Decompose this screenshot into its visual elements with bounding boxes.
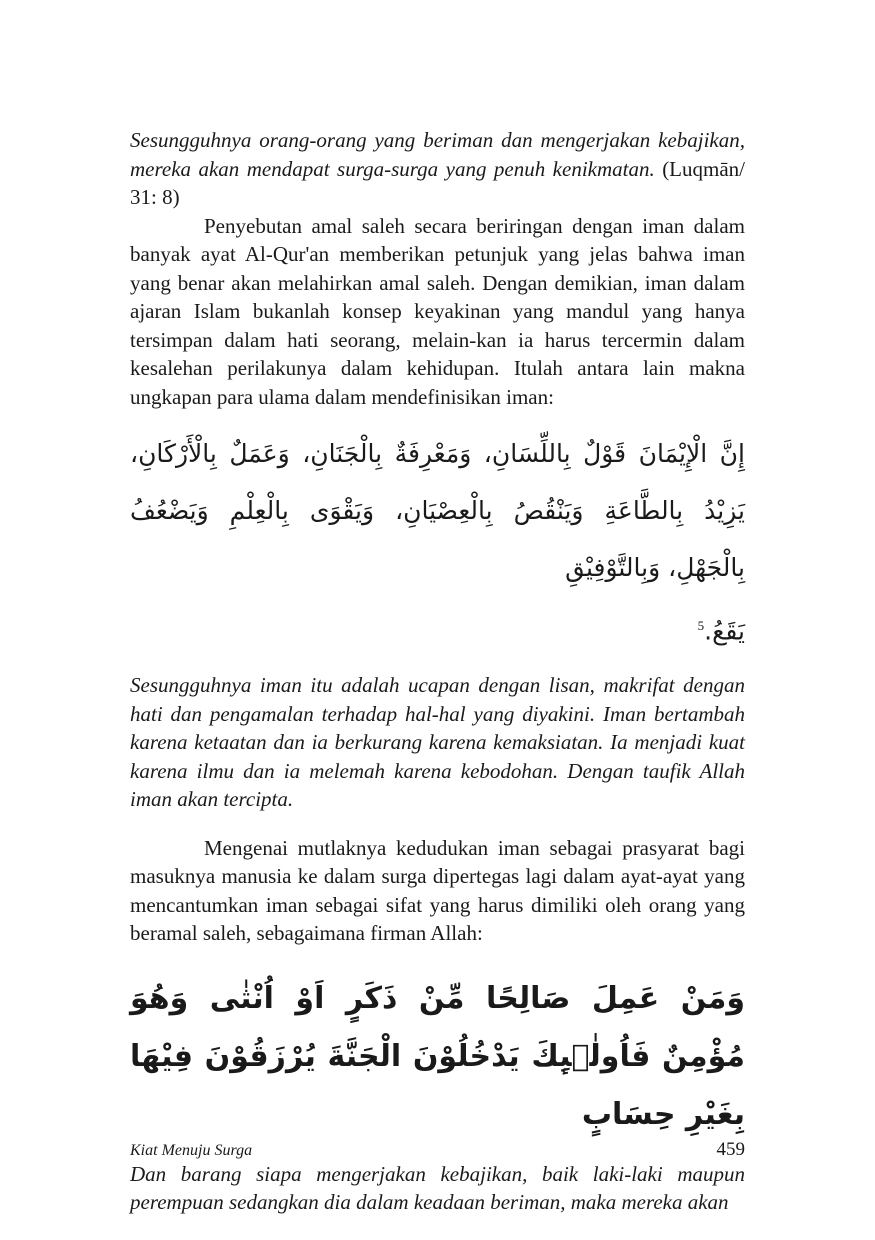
translation-text: Sesungguhnya orang-orang yang beriman dan mengerjakan kebajikan, mereka akan mendapat surga-surga yang penuh kenikmatan. xyxy=(130,128,745,181)
arabic-iman-definition: إِنَّ الْإِيْمَانَ قَوْلٌ بِاللِّسَانِ، وَمَعْرِفَةٌ بِالْجَنَانِ، وَعَمَلٌ بِالْأَرْكَانِ، يَزِيْدُ بِالطَّاعَةِ وَيَنْقُصُ بِالْعِصْيَانِ، وَيَقْوَى بِالْعِلْمِ وَيَضْعُفُ بِالْجَهْلِ، وَبِالتَّوْفِيْقِ xyxy=(130,439,745,582)
page-number: 459 xyxy=(716,1139,745,1160)
paragraph-amal-saleh: Penyebutan amal saleh secara beriringan dengan iman dalam banyak ayat Al-Qur'an memberikan petunjuk yang jelas bahwa iman yang benar akan melahirkan amal saleh. Dengan demikian, iman dalam ajaran Islam bukanlah konsep keyakinan yang mandul yang hanya tersimpan dalam hati seorang, melain-kan ia harus tercermin dalam kesalehan perilakunya dalam kehidupan. Itulah antara lain makna ungkapan para ulama dalam mendefinisikan iman: xyxy=(130,213,745,409)
verse-reference: (Luqmān/ 31: 8) xyxy=(130,156,746,209)
page-body xyxy=(130,126,745,1217)
translation-luqman xyxy=(130,126,745,212)
footnote-marker: 5 xyxy=(697,618,705,633)
arabic-last-word: يَقَعُ. xyxy=(704,616,745,646)
paragraph-prasyarat: Mengenai mutlaknya kedudukan iman sebagai prasyarat bagi masuknya manusia ke dalam surga dipertegas lagi dalam ayat-ayat yang mencantumkan iman sebagai sifat yang harus dimiliki oleh orang yang beramal saleh, sebagaimana firman Allah: xyxy=(130,835,745,946)
translation-verse: Dan barang siapa mengerjakan kebajikan, baik laki-laki maupun perempuan sedangkan dia dalam keadaan beriman, maka mereka akan xyxy=(130,1161,745,1215)
arabic-iman-definition-end xyxy=(130,604,745,653)
book-title: Kiat Menuju Surga xyxy=(130,1142,253,1159)
quran-verse: وَمَنْ عَمِلَ صَالِحًا مِّنْ ذَكَرٍ اَوْ اُنْثٰى وَهُوَ مُؤْمِنٌ فَاُولٰۤىِٕكَ يَدْخُلُوْنَ الْجَنَّةَ يُرْزَقُوْنَ فِيْهَا بِغَيْرِ حِسَابٍ xyxy=(130,980,745,1132)
translation-iman-definition: Sesungguhnya iman itu adalah ucapan dengan lisan, makrifat dengan hati dan pengamalan terhadap hal-hal yang diyakini. Iman bertambah karena ketaatan dan ia berkurang karena kemaksiatan. Ia menjadi kuat karena ilmu dan ia melemah karena kebodohan. Dengan taufik Allah iman akan tercipta. xyxy=(130,673,745,812)
